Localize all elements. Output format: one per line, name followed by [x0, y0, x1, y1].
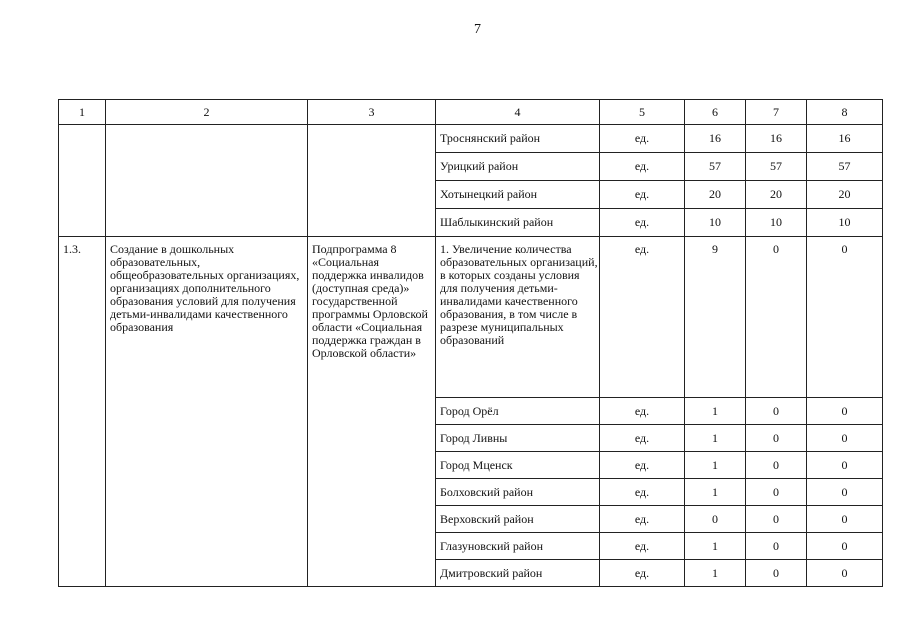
- header-cell: 6: [685, 100, 746, 125]
- indicator-table: [58, 99, 883, 587]
- value-col6: 1: [685, 560, 746, 587]
- value-col8: 0: [807, 237, 883, 398]
- table-row: [59, 237, 883, 398]
- header-row: [59, 100, 883, 125]
- value-col6: 1: [685, 533, 746, 560]
- district-name: Урицкий район: [436, 153, 600, 181]
- program-name: Подпрограмма 8 «Социальная поддержка инвалидов (доступная среда)» государственной программы Орловской области «Социальная поддержка граждан в Орловской области»: [308, 237, 436, 587]
- value-col7: 0: [746, 425, 807, 452]
- value-col6: 20: [685, 181, 746, 209]
- unit-cell: ед.: [600, 533, 685, 560]
- value-col6: 16: [685, 125, 746, 153]
- value-col8: 0: [807, 533, 883, 560]
- unit-cell: ед.: [600, 153, 685, 181]
- header-cell: 1: [59, 100, 106, 125]
- value-col8: 20: [807, 181, 883, 209]
- value-col7: 0: [746, 533, 807, 560]
- header-cell: 7: [746, 100, 807, 125]
- value-col6: 1: [685, 398, 746, 425]
- value-col6: 10: [685, 209, 746, 237]
- header-cell: 8: [807, 100, 883, 125]
- district-name: Троснянский район: [436, 125, 600, 153]
- value-col7: 20: [746, 181, 807, 209]
- value-col7: 0: [746, 560, 807, 587]
- table-row: [59, 125, 883, 153]
- empty-cell: [59, 125, 106, 237]
- unit-cell: ед.: [600, 506, 685, 533]
- value-col7: 0: [746, 506, 807, 533]
- unit-cell: ед.: [600, 425, 685, 452]
- header-cell: 5: [600, 100, 685, 125]
- value-col8: 0: [807, 560, 883, 587]
- empty-cell: [106, 125, 308, 237]
- item-description: Создание в дошкольных образовательных, общеобразовательных организациях, организациях дополнительного образования условий для получения детьми-инвалидами качественного образования: [106, 237, 308, 587]
- header-cell: 3: [308, 100, 436, 125]
- value-col7: 0: [746, 452, 807, 479]
- value-col8: 0: [807, 506, 883, 533]
- value-col7: 10: [746, 209, 807, 237]
- unit-cell: ед.: [600, 452, 685, 479]
- unit-cell: ед.: [600, 237, 685, 398]
- district-name: Город Ливны: [436, 425, 600, 452]
- value-col7: 16: [746, 125, 807, 153]
- value-col8: 0: [807, 479, 883, 506]
- value-col6: 0: [685, 506, 746, 533]
- value-col7: 0: [746, 479, 807, 506]
- empty-cell: [308, 125, 436, 237]
- unit-cell: ед.: [600, 125, 685, 153]
- value-col8: 57: [807, 153, 883, 181]
- value-col8: 0: [807, 398, 883, 425]
- header-cell: 2: [106, 100, 308, 125]
- item-number: 1.3.: [59, 237, 106, 587]
- value-col8: 0: [807, 452, 883, 479]
- value-col6: 1: [685, 452, 746, 479]
- value-col6: 9: [685, 237, 746, 398]
- unit-cell: ед.: [600, 560, 685, 587]
- value-col7: 0: [746, 237, 807, 398]
- district-name: Глазуновский район: [436, 533, 600, 560]
- page-number: 7: [474, 22, 481, 37]
- district-name: Город Мценск: [436, 452, 600, 479]
- unit-cell: ед.: [600, 398, 685, 425]
- district-name: Шаблыкинский район: [436, 209, 600, 237]
- header-cell: 4: [436, 100, 600, 125]
- value-col6: 57: [685, 153, 746, 181]
- district-name: Болховский район: [436, 479, 600, 506]
- unit-cell: ед.: [600, 209, 685, 237]
- value-col8: 0: [807, 425, 883, 452]
- district-name: Город Орёл: [436, 398, 600, 425]
- value-col8: 16: [807, 125, 883, 153]
- unit-cell: ед.: [600, 181, 685, 209]
- value-col8: 10: [807, 209, 883, 237]
- unit-cell: ед.: [600, 479, 685, 506]
- value-col6: 1: [685, 479, 746, 506]
- indicator-text: 1. Увеличение количества образовательных организаций, в которых созданы условия для получения детьми-инвалидами качественного образования, в том числе в разрезе муниципальных образований: [436, 237, 600, 398]
- value-col7: 0: [746, 398, 807, 425]
- value-col7: 57: [746, 153, 807, 181]
- district-name: Хотынецкий район: [436, 181, 600, 209]
- value-col6: 1: [685, 425, 746, 452]
- district-name: Дмитровский район: [436, 560, 600, 587]
- district-name: Верховский район: [436, 506, 600, 533]
